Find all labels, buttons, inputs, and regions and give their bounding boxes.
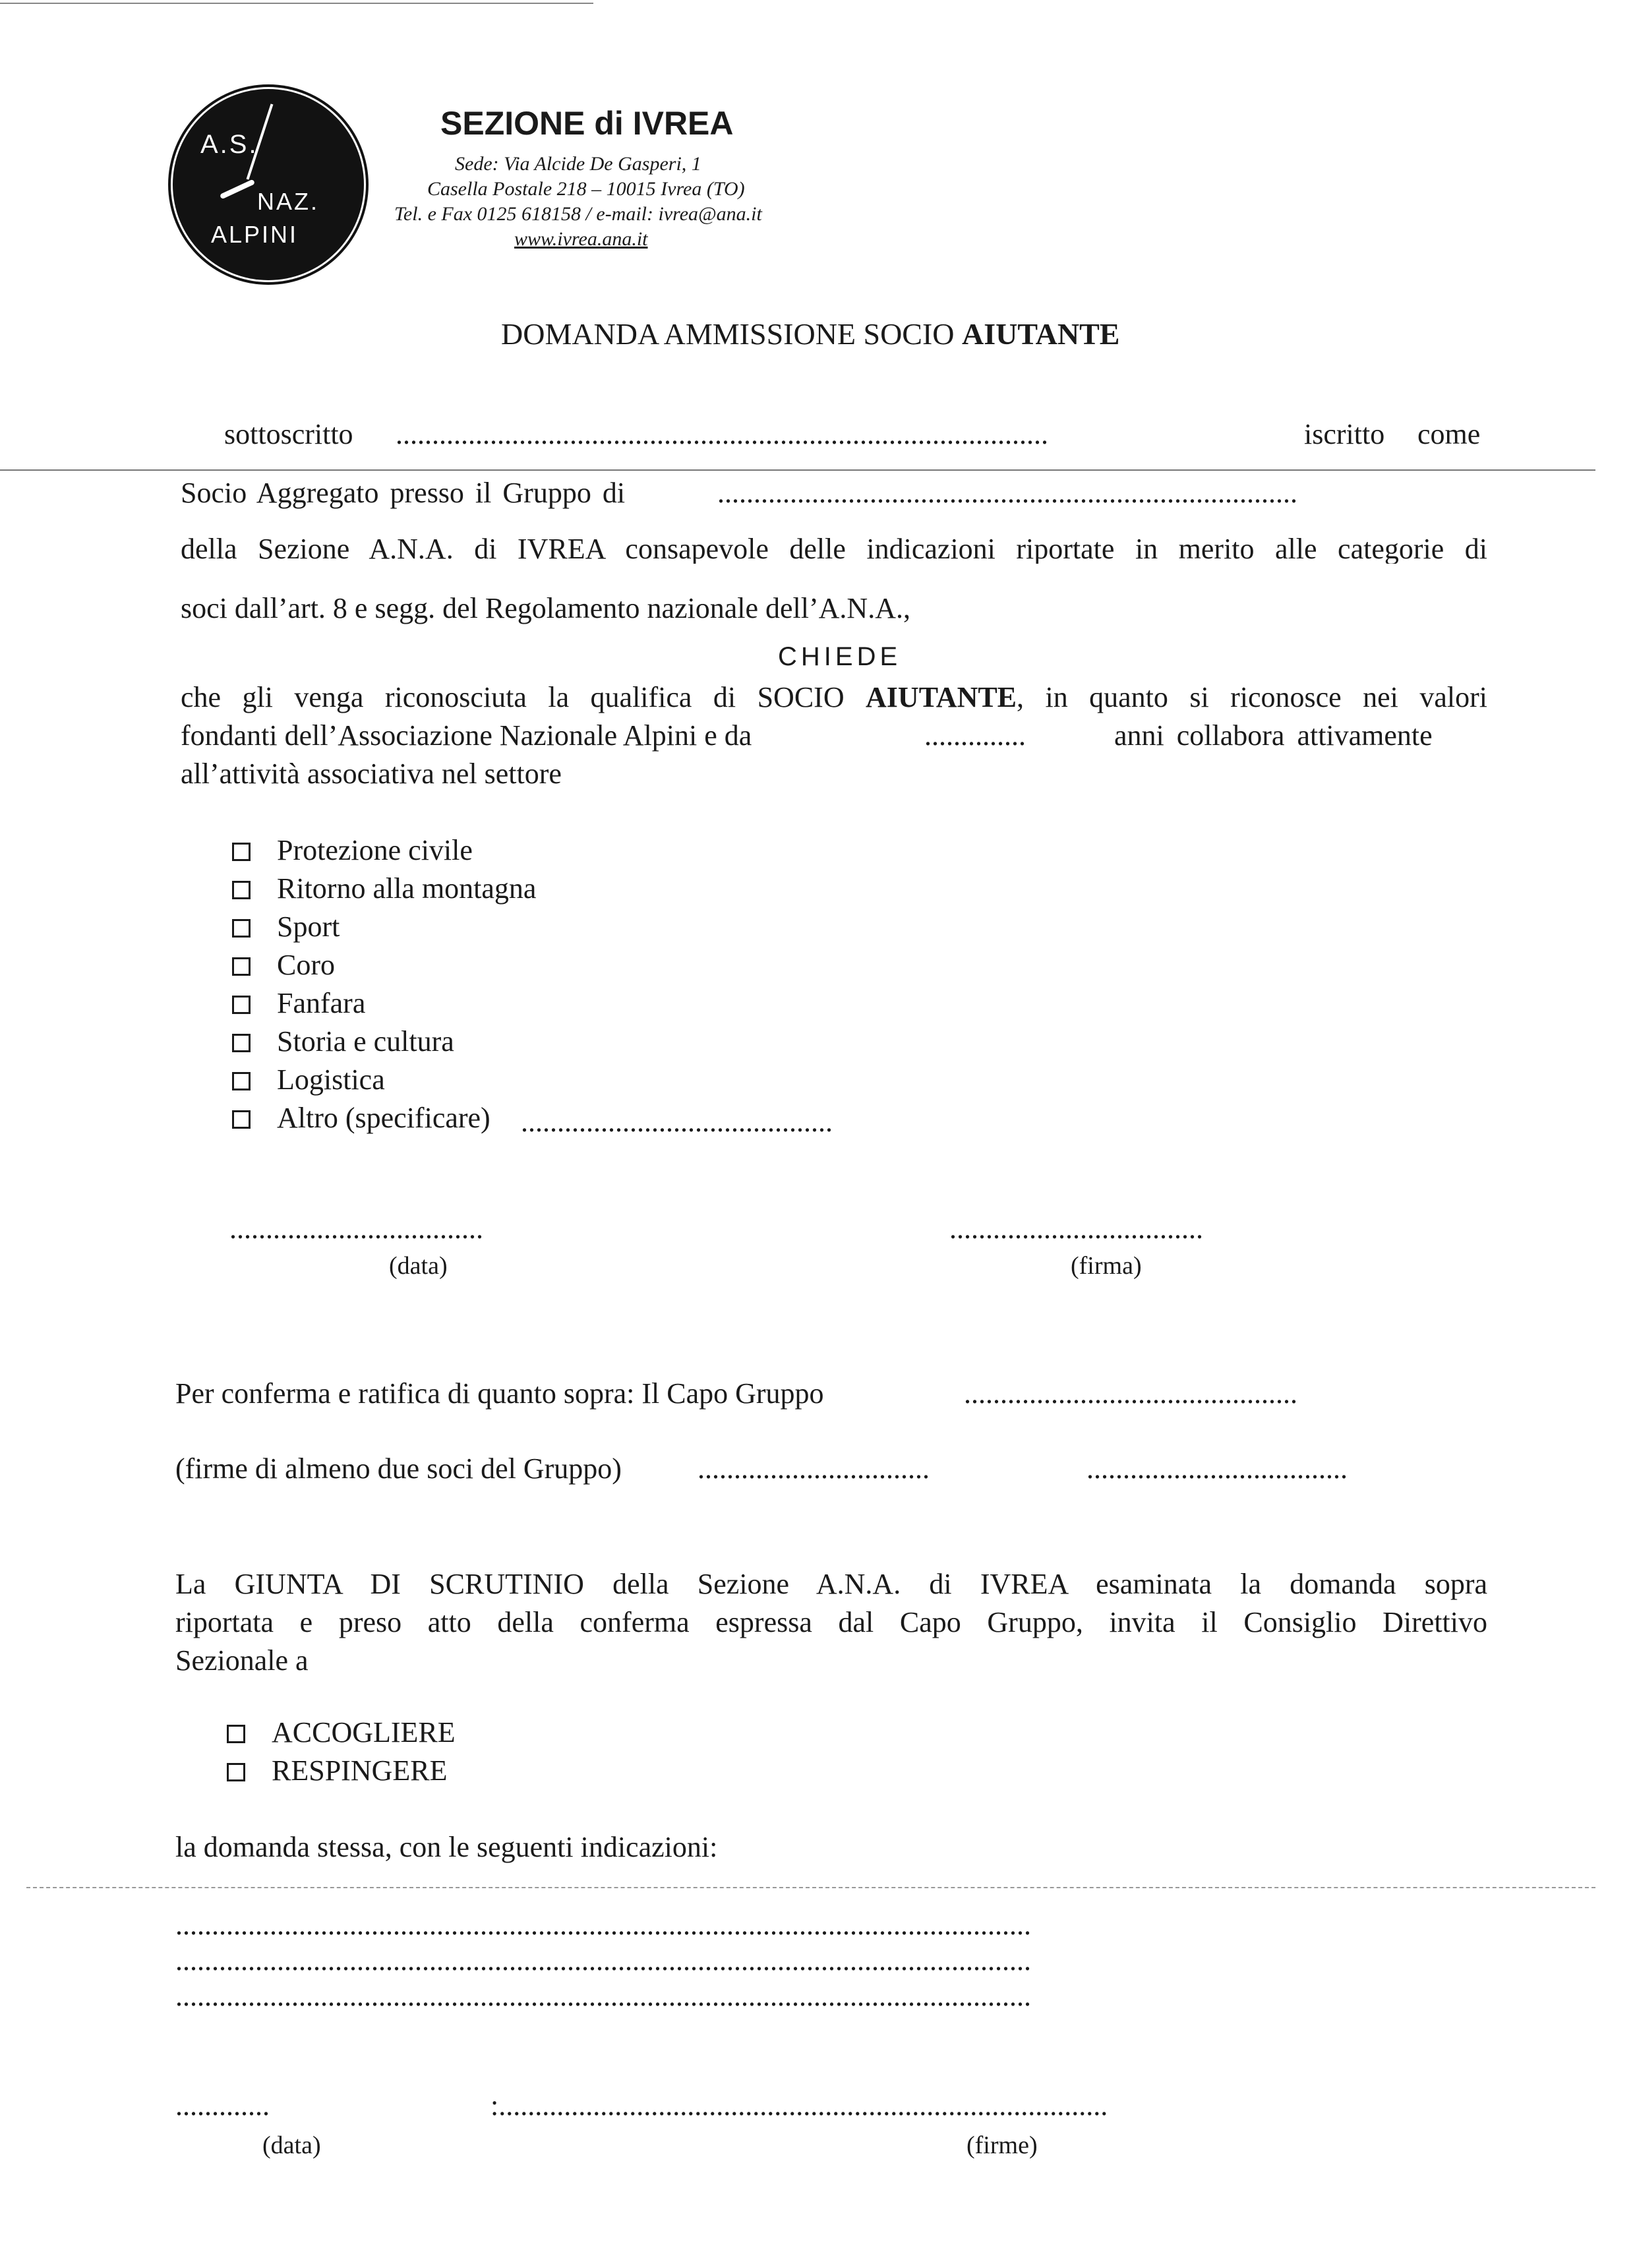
sector-checkbox[interactable] xyxy=(232,919,251,938)
date-label: (data) xyxy=(389,1252,448,1280)
date-field-dots[interactable]: ................................... xyxy=(229,1212,483,1245)
decision-label: RESPINGERE xyxy=(272,1754,448,1787)
sector-checkbox[interactable] xyxy=(232,957,251,976)
member-2-field-dots[interactable]: .................................... xyxy=(1086,1452,1348,1485)
sector-label: Fanfara xyxy=(277,987,366,1019)
giunta-line-3: Sezionale a xyxy=(175,1644,309,1677)
indication-line-3[interactable]: ...................................................................................................................... xyxy=(175,1980,1031,2012)
gruppo-field-dots[interactable]: ................................................................................ xyxy=(717,477,1297,509)
request-line-1 xyxy=(181,683,1487,712)
giunta-date-field-dots[interactable]: ............. xyxy=(175,2089,270,2122)
come-label: come xyxy=(1417,418,1481,450)
giunta-line-1-text: La GIUNTA DI SCRUTINIO della Sezione A.N.A. di IVREA esaminata la domanda sopra xyxy=(175,1568,1487,1600)
sector-label: Sport xyxy=(277,910,340,943)
sector-label: Coro xyxy=(277,949,335,981)
signature-label: (firma) xyxy=(1071,1252,1142,1280)
address-line-2: Casella Postale 218 – 10015 Ivrea (TO) xyxy=(427,178,745,200)
chiede-heading: CHIEDE xyxy=(778,642,902,671)
request-line-3: all’attività associativa nel settore xyxy=(181,758,562,790)
signature-field-dots[interactable]: ................................... xyxy=(949,1212,1203,1245)
address-line-1: Sede: Via Alcide De Gasperi, 1 xyxy=(455,153,701,175)
confirmation-label: Per conferma e ratifica di quanto sopra: Il Capo Gruppo xyxy=(175,1377,824,1410)
two-members-label: (firme di almeno due soci del Gruppo) xyxy=(175,1452,622,1485)
decision-label: ACCOGLIERE xyxy=(272,1716,456,1748)
form-title-prefix: DOMANDA AMMISSIONE SOCIO xyxy=(501,317,963,351)
ana-logo xyxy=(173,89,364,280)
scan-fold-line xyxy=(0,469,1595,471)
giunta-date-label: (data) xyxy=(262,2132,321,2159)
regolamento-line: soci dall’art. 8 e segg. del Regolamento nazionale dell’A.N.A., xyxy=(181,592,910,624)
altro-field-dots[interactable]: ........................................... xyxy=(521,1106,833,1138)
giunta-line-1 xyxy=(175,1570,1487,1599)
iscritto-label: iscritto xyxy=(1304,418,1385,450)
contact-line: Tel. e Fax 0125 618158 / e-mail: ivrea@ana.it xyxy=(394,203,762,225)
section-title: SEZIONE di IVREA xyxy=(440,105,734,142)
sector-checkbox[interactable] xyxy=(232,996,251,1014)
website-link[interactable]: www.ivrea.ana.it xyxy=(514,228,648,250)
logo-text-alpini: ALPINI xyxy=(211,221,299,248)
sector-label: Ritorno alla montagna xyxy=(277,872,537,905)
indication-line-2[interactable]: ...................................................................................................................... xyxy=(175,1944,1031,1977)
feather-icon xyxy=(220,179,255,200)
sector-label: Altro (specificare) xyxy=(277,1102,490,1134)
sector-label: Protezione civile xyxy=(277,834,473,866)
years-field-dots[interactable]: .............. xyxy=(924,719,1026,752)
scan-fold-line-lower xyxy=(26,1887,1595,1890)
request-line-2-b: anni collabora attivamente xyxy=(1114,719,1433,752)
giunta-signatures-label: (firme) xyxy=(966,2132,1038,2159)
sector-checkbox[interactable] xyxy=(232,843,251,861)
decision-checkbox[interactable] xyxy=(227,1725,245,1743)
capo-gruppo-field-dots[interactable]: .............................................. xyxy=(964,1377,1297,1410)
name-field-dots[interactable]: .......................................................................................... xyxy=(396,418,1048,450)
sottoscritto-label: sottoscritto xyxy=(224,418,353,450)
sector-checkbox[interactable] xyxy=(232,1034,251,1052)
giunta-line-2-text: riportata e preso atto della conferma espressa dal Capo Gruppo, invita il Consiglio Direttivo xyxy=(175,1606,1487,1638)
sector-checkbox[interactable] xyxy=(232,881,251,899)
sector-label: Logistica xyxy=(277,1063,385,1096)
sector-checkbox[interactable] xyxy=(232,1072,251,1090)
indications-intro: la domanda stessa, con le seguenti indicazioni: xyxy=(175,1831,718,1863)
logo-text-as: A.S. xyxy=(200,130,258,159)
form-title xyxy=(501,316,1119,351)
decision-checkbox[interactable] xyxy=(227,1763,245,1781)
logo-text-naz: NAZ. xyxy=(257,188,320,215)
request-line-2-a: fondanti dell’Associazione Nazionale Alpini e da xyxy=(181,719,752,752)
form-title-bold: AIUTANTE xyxy=(962,317,1120,351)
scan-edge-top xyxy=(0,3,593,4)
giunta-signatures-field-dots[interactable]: :.................................................................................... xyxy=(490,2089,1108,2122)
member-1-field-dots[interactable]: ................................ xyxy=(698,1452,930,1485)
request-text-c: , in quanto si riconosce nei valori xyxy=(1017,681,1487,713)
sector-label: Storia e cultura xyxy=(277,1025,454,1058)
indication-line-1[interactable]: ...................................................................................................................... xyxy=(175,1909,1031,1941)
gruppo-label: Socio Aggregato presso il Gruppo di xyxy=(181,477,626,509)
request-text-bold: AIUTANTE xyxy=(866,681,1017,713)
giunta-line-2 xyxy=(175,1608,1487,1637)
sezione-paragraph-text: della Sezione A.N.A. di IVREA consapevole delle indicazioni riportate in merito alle categorie di xyxy=(181,535,1487,564)
request-text-a: che gli venga riconosciuta la qualifica di SOCIO xyxy=(181,681,866,713)
sector-checkbox[interactable] xyxy=(232,1110,251,1129)
sezione-paragraph-line xyxy=(181,535,1487,564)
